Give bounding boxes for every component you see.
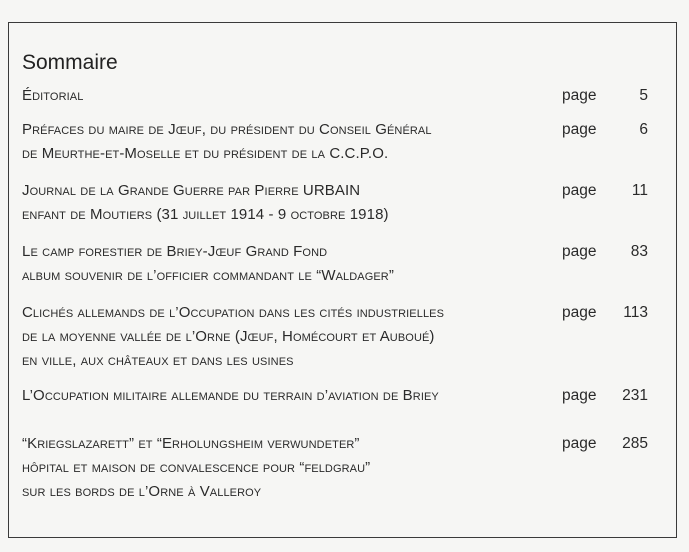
toc-entry-line: enfant de Moutiers (31 juillet 1914 - 9 octobre 1918) bbox=[22, 206, 389, 223]
page-label: page bbox=[562, 243, 597, 260]
page-label: page bbox=[562, 121, 597, 138]
page-number: 113 bbox=[623, 304, 648, 321]
page-label: page bbox=[562, 87, 597, 104]
toc-entry-title bbox=[22, 118, 432, 166]
page-label: page bbox=[562, 387, 597, 404]
toc-entry-line: album souvenir de l’officier commandant le “Waldager” bbox=[22, 267, 394, 284]
toc-entry-title bbox=[22, 384, 439, 408]
toc-entry-title bbox=[22, 84, 83, 108]
page-number: 6 bbox=[639, 121, 648, 138]
toc-entry-line: sur les bords de l’Orne à Valleroy bbox=[22, 483, 262, 500]
toc-entry-line: hôpital et maison de convalescence pour “feldgrau” bbox=[22, 459, 371, 476]
toc-entry-line: de Meurthe-et-Moselle et du président de la C.C.P.O. bbox=[22, 145, 389, 162]
toc-entry-line: Le camp forestier de Briey-Jœuf Grand Fond bbox=[22, 243, 328, 260]
page-label: page bbox=[562, 435, 597, 452]
toc-entry-line: L’Occupation militaire allemande du terrain d’aviation de Briey bbox=[22, 387, 439, 404]
page-number: 285 bbox=[622, 435, 648, 452]
page-number: 5 bbox=[639, 87, 648, 104]
page-label: page bbox=[562, 304, 597, 321]
toc-entry-line: en ville, aux châteaux et dans les usines bbox=[22, 352, 294, 369]
toc-entry-line: “Kriegslazarett” et “Erholungsheim verwundeter” bbox=[22, 435, 360, 452]
toc-entry-title bbox=[22, 301, 444, 373]
page-number: 11 bbox=[631, 182, 648, 199]
page-title: Sommaire bbox=[22, 51, 118, 74]
page-label: page bbox=[562, 182, 597, 199]
toc-entry-line: Journal de la Grande Guerre par Pierre URBAIN bbox=[22, 182, 361, 199]
toc-entry-title bbox=[22, 432, 370, 504]
page-number: 83 bbox=[630, 243, 648, 260]
toc-entry-title bbox=[22, 240, 394, 288]
toc-entry-line: Préfaces du maire de Jœuf, du président du Conseil Général bbox=[22, 121, 432, 138]
toc-entry-line: Éditorial bbox=[22, 87, 84, 104]
page-number: 231 bbox=[622, 387, 648, 404]
toc-entry-line: de la moyenne vallée de l’Orne (Jœuf, Homécourt et Auboué) bbox=[22, 328, 435, 345]
toc-entry-title bbox=[22, 179, 389, 227]
toc-entry-line: Clichés allemands de l’Occupation dans les cités industrielles bbox=[22, 304, 445, 321]
